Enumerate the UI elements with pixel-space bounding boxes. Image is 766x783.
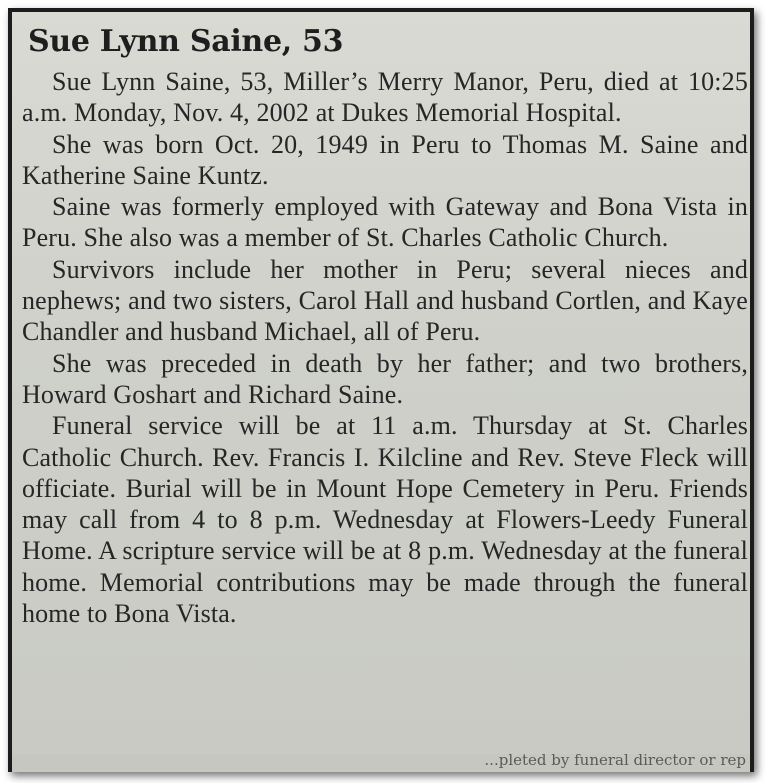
cutoff-text: ...pleted by funeral director or rep [484, 754, 746, 769]
paragraph-death-notice: Sue Lynn Saine, 53, Miller’s Merry Manor, Peru, died at 10:25 a.m. Monday, Nov. 4, 2002 at Dukes Memorial Hospital. [22, 67, 748, 128]
paragraph-preceded: She was preceded in death by her father; and two brothers, Howard Goshart and Richard Saine. [22, 348, 748, 409]
paragraph-survivors: Survivors include her mother in Peru; several nieces and nephews; and two sisters, Carol Hall and husband Cortlen, and Kaye Chandler and husband Michael, all of Peru. [22, 254, 748, 347]
obituary-body [22, 66, 748, 629]
paragraph-funeral-service: Funeral service will be at 11 a.m. Thursday at St. Charles Catholic Church. Rev. Francis I. Kilcline and Rev. Steve Fleck will officiate. Burial will be in Mount Hope Cemetery in Peru. Friends may call from 4 to 8 p.m. Wednesday at Flowers-Leedy Funeral Home. A scripture service will be at 8 p.m. Wednesday at the funeral home. Memorial contributions may be made through the funeral home to Bona Vista. [22, 411, 748, 629]
newspaper-clipping [12, 12, 750, 754]
obituary-headline: Sue Lynn Saine, 53 [28, 24, 344, 59]
cutoff-strip [12, 754, 750, 772]
paragraph-employment: Saine was formerly employed with Gateway and Bona Vista in Peru. She also was a member of St. Charles Catholic Church. [22, 192, 748, 253]
paragraph-birth: She was born Oct. 20, 1949 in Peru to Thomas M. Saine and Katherine Saine Kuntz. [22, 129, 748, 190]
clipping-frame [8, 8, 754, 772]
